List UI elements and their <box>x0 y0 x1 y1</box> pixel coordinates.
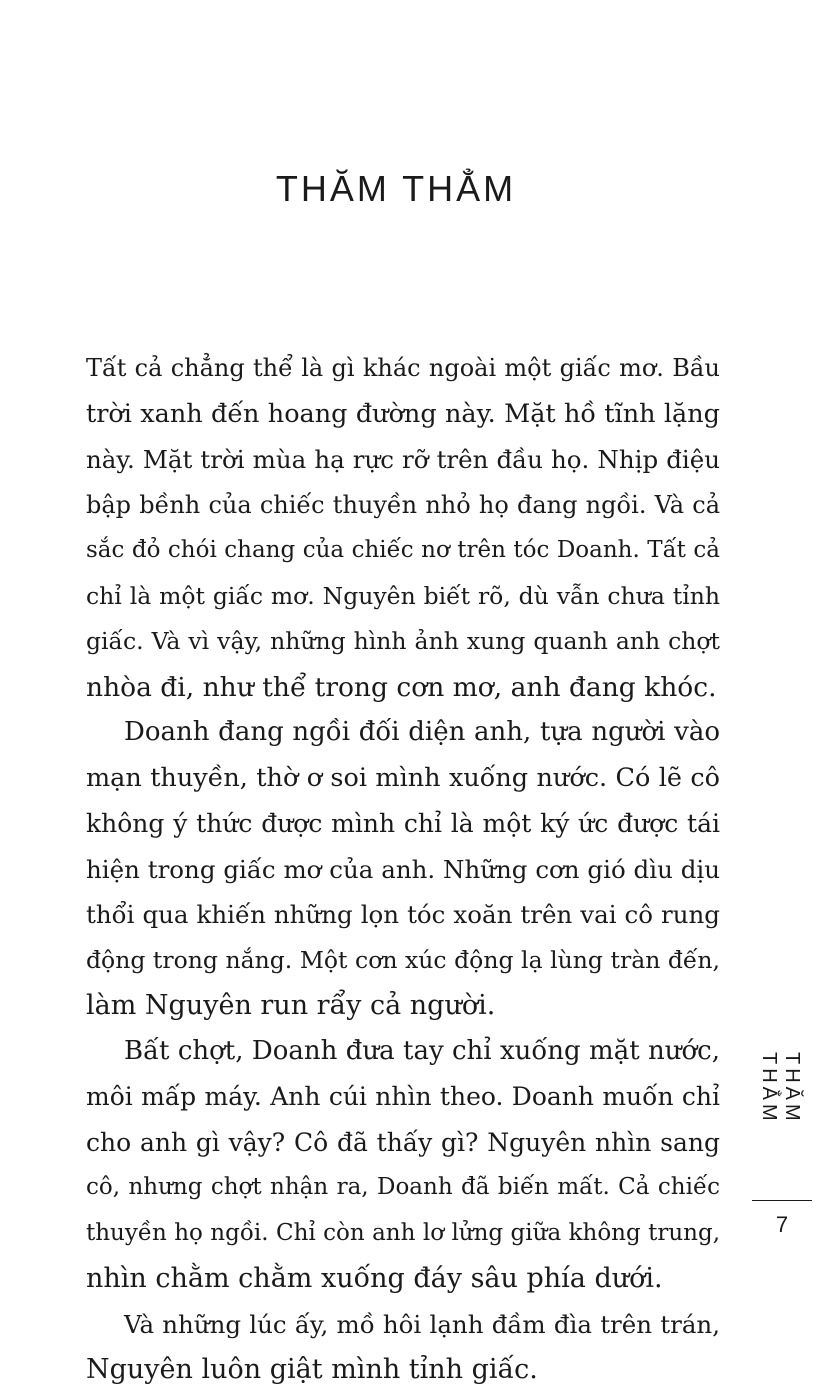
text-line: nhòa đi, như thể trong cơn mơ, anh đang khóc. <box>86 671 717 703</box>
text-line: mạn thuyền, thờ ơ soi mình xuống nước. Có lẽ cô <box>86 762 720 793</box>
text-line: giấc. Và vì vậy, những hình ảnh xung quanh anh chợt <box>86 627 720 655</box>
chapter-title: THĂM THẲM <box>275 168 517 209</box>
text-line: Nguyên luôn giật mình tỉnh giấc. <box>86 1354 538 1385</box>
running-head-text: THĂM THẲM <box>758 1052 803 1125</box>
text-line: chỉ là một giấc mơ. Nguyên biết rõ, dù vẫn chưa tỉnh <box>86 581 720 610</box>
text-line: thổi qua khiến những lọn tóc xoăn trên vai cô rung <box>86 900 720 929</box>
text-line: hiện trong giấc mơ của anh. Những cơn gió dìu dịu <box>86 854 720 884</box>
text-line: Tất cả chẳng thể là gì khác ngoài một giấc mơ. Bầu <box>86 354 720 382</box>
text-line: Doanh đang ngồi đối diện anh, tựa người vào <box>124 717 720 747</box>
text-line: bập bềnh của chiếc thuyền nhỏ họ đang ngồi. Và cả <box>86 490 720 519</box>
text-line: môi mấp máy. Anh cúi nhìn theo. Doanh muốn chỉ <box>86 1082 720 1111</box>
text-line: làm Nguyên run rẩy cả người. <box>86 990 496 1021</box>
text-line: Và những lúc ấy, mồ hôi lạnh đầm đìa trên trán, <box>124 1309 720 1339</box>
text-line: cô, nhưng chợt nhận ra, Doanh đã biến mất. Cả chiếc <box>86 1174 720 1200</box>
running-head <box>740 1052 820 1202</box>
text-line: không ý thức được mình chỉ là một ký ức được tái <box>86 809 720 838</box>
text-line: sắc đỏ chói chang của chiếc nơ trên tóc Doanh. Tất cả <box>86 537 720 563</box>
text-line: cho anh gì vậy? Cô đã thấy gì? Nguyên nhìn sang <box>86 1127 720 1157</box>
text-line: nhìn chằm chằm xuống đáy sâu phía dưới. <box>86 1263 663 1294</box>
text-line: thuyền họ ngồi. Chỉ còn anh lơ lửng giữa không trung, <box>86 1219 720 1246</box>
text-line: động trong nắng. Một cơn xúc động lạ lùng tràn đến, <box>86 945 720 974</box>
folio-divider <box>752 1200 812 1201</box>
page-number: 7 <box>775 1212 789 1237</box>
text-line: trời xanh đến hoang đường này. Mặt hồ tĩnh lặng <box>86 398 720 429</box>
text-line: này. Mặt trời mùa hạ rực rỡ trên đầu họ. Nhịp điệu <box>86 445 720 474</box>
body-text <box>86 346 720 1393</box>
text-line: Bất chợt, Doanh đưa tay chỉ xuống mặt nước, <box>124 1035 720 1066</box>
